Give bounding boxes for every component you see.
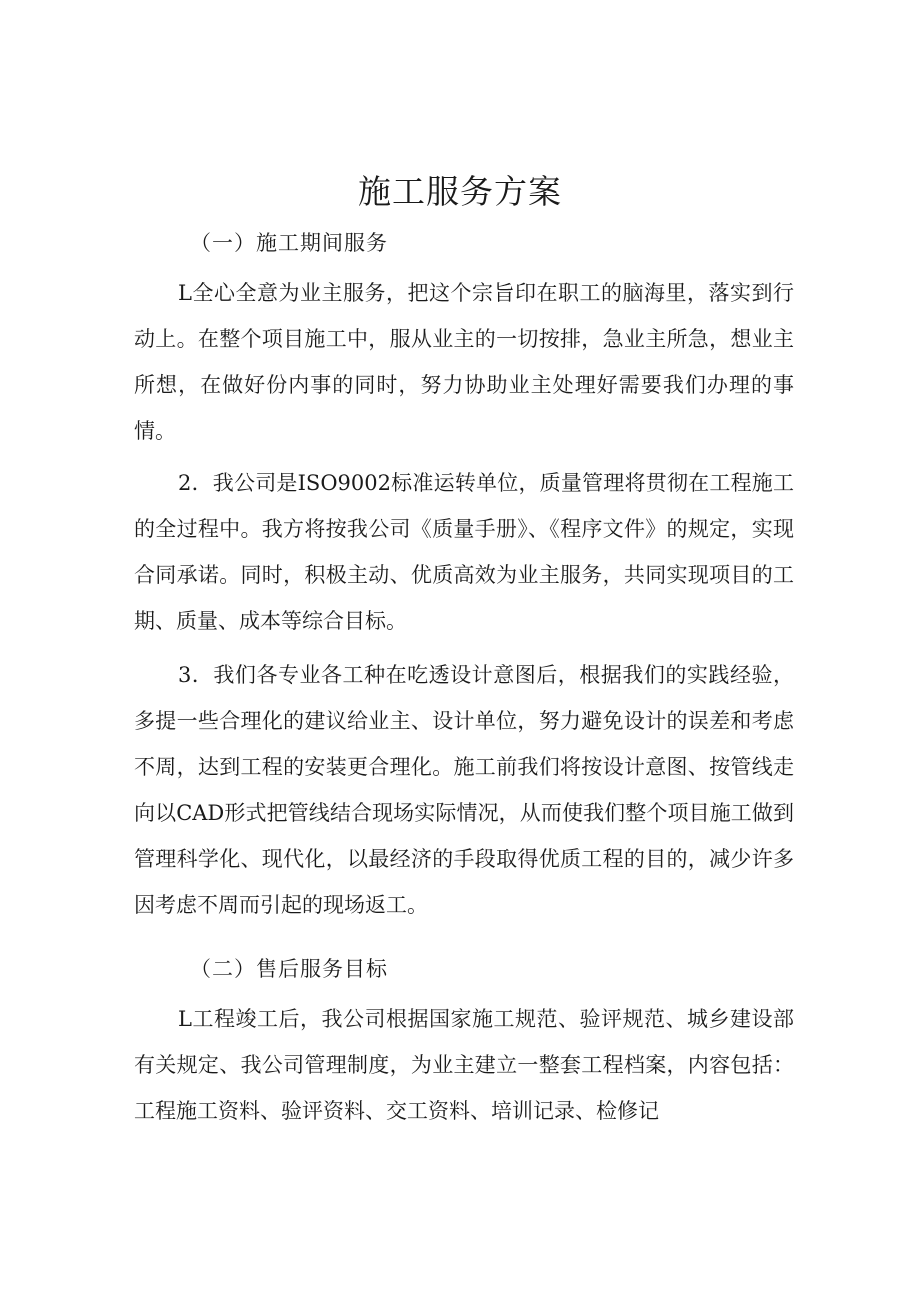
paragraph-project-archive: L工程竣工后，我公司根据国家施工规范、验评规范、城乡建设部有关规定、我公司管理制度，为业主建立一整套工程档案，内容包括：工程施工资料、验评资料、交工资料、培训记录、检修记: [134, 1007, 794, 1123]
paragraph-service-principle: L全心全意为业主服务，把这个宗旨印在职工的脑海里，落实到行动上。在整个项目施工中，服从业主的一切按排，急业主所急，想业主所想，在做好份内事的同时，努力协助业主处理好需要我们办理的事情。: [134, 281, 794, 443]
section-heading-construction-service: （一）施工期间服务: [190, 231, 388, 255]
section-heading-after-sales: （二）售后服务目标: [190, 957, 388, 981]
paragraph-quality-management: 2．我公司是ISO9002标准运转单位，质量管理将贯彻在工程施工的全过程中。我方将按我公司《质量手册》、《程序文件》的规定，实现合同承诺。同时，积极主动、优质高效为业主服务，共同实现项目的工期、质量、成本等综合目标。: [134, 471, 794, 633]
paragraph-design-optimization: 3．我们各专业各工种在吃透设计意图后，根据我们的实践经验，多提一些合理化的建议给业主、设计单位，努力避免设计的误差和考虑不周，达到工程的安装更合理化。施工前我们将按设计意图、按管线走向以CAD形式把管线结合现场实际情况，从而使我们整个项目施工做到管理科学化、现代化，以最经济的手段取得优质工程的目的，减少许多因考虑不周而引起的现场返工。: [134, 663, 794, 917]
document-title: 施工服务方案: [358, 172, 562, 211]
